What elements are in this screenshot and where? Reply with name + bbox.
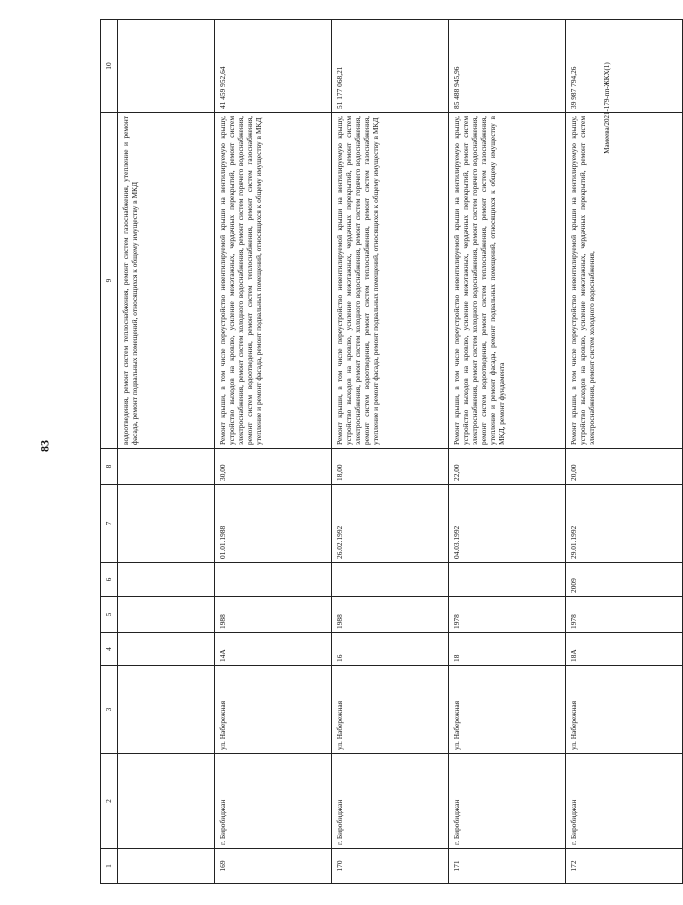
- empty-cell: [118, 485, 215, 563]
- table-row: [332, 20, 449, 884]
- header-cell: 3: [101, 666, 118, 754]
- header-cell: 5: [101, 597, 118, 633]
- empty-cell: [118, 563, 215, 597]
- street-cell: ул. Набережная: [215, 666, 332, 754]
- header-cell: 8: [101, 449, 118, 485]
- street-cell: ул. Набережная: [332, 666, 449, 754]
- works-continuation-cell: водоотведения, ремонт систем теплоснабжения, ремонт систем газоснабжения, утепление и ремонт фасада, ремонт подвальных помещений, относящихся к общему имуществу в МКД: [118, 113, 215, 449]
- wear-cell: 18,00: [332, 449, 449, 485]
- wear-cell: 20,00: [566, 449, 683, 485]
- empty-cell: [118, 849, 215, 884]
- cost-cell: 41 459 952,64: [215, 20, 332, 113]
- street-cell: ул. Набережная: [449, 666, 566, 754]
- cost-cell: 39 987 794,26: [566, 20, 683, 113]
- date-cell: 04.03.1992: [449, 485, 566, 563]
- page-number: 83: [37, 440, 52, 452]
- city-cell: г. Биробиджан: [566, 754, 683, 849]
- empty-cell: [118, 666, 215, 754]
- year-repair-cell: [332, 563, 449, 597]
- row-number-cell: 171: [449, 849, 566, 884]
- continuation-row: [118, 20, 215, 884]
- year-built-cell: 1978: [449, 597, 566, 633]
- table-row: [215, 20, 332, 884]
- document-reference: Мамеева/2021-179-пп-ЖКХ(1): [603, 62, 611, 154]
- works-cell: Ремонт крыши, в том числе переустройство невентилируемой крыши на вентилируемую крышу, устройство выходов на кровлю, усиление межэтажных, чердачных перекрытий, ремонт систем электроснабжения, ремонт систем холодного водоснабжения,: [566, 113, 683, 449]
- house-number-cell: 14А: [215, 633, 332, 666]
- header-cell: 10: [101, 20, 118, 113]
- house-number-cell: 18А: [566, 633, 683, 666]
- header-cell: 7: [101, 485, 118, 563]
- empty-cell: [118, 597, 215, 633]
- row-number-cell: 169: [215, 849, 332, 884]
- works-cell: Ремонт крыши, в том числе переустройство невентилируемой крыши на вентилируемую крышу, устройство выходов на кровлю, усиление межэтажных, чердачных перекрытий, ремонт систем электроснабжения, ремонт систем холодного водоснабжения, ремонт систем горячего водоснабжения, ремонт систем водоотведения, ремонт систем теплоснабжения, ремонт систем газоснабжения, утепление и ремонт фасада, ремонт подвальных помещений, относящихся к общему имуществу в МКД, ремонт фундамента: [449, 113, 566, 449]
- empty-cell: [118, 449, 215, 485]
- street-cell: ул. Набережная: [566, 666, 683, 754]
- header-row: [101, 20, 118, 884]
- city-cell: г. Биробиджан: [449, 754, 566, 849]
- year-repair-cell: 2009: [566, 563, 683, 597]
- empty-cell: [118, 754, 215, 849]
- table-row: [566, 20, 683, 884]
- year-repair-cell: [215, 563, 332, 597]
- year-repair-cell: [449, 563, 566, 597]
- house-number-cell: 18: [449, 633, 566, 666]
- wear-cell: 22,00: [449, 449, 566, 485]
- works-cell: Ремонт крыши, в том числе переустройство невентилируемой крыши на вентилируемую крышу, устройство выходов на кровлю, усиление межэтажных, чердачных перекрытий, ремонт систем электроснабжения, ремонт систем холодного водоснабжения, ремонт систем горячего водоснабжения, ремонт систем водоотведения, ремонт систем теплоснабжения, ремонт систем газоснабжения, утепление и ремонт фасада, ремонт подвальных помещений, относящихся к общему имуществу в МКД: [332, 113, 449, 449]
- works-cell: Ремонт крыши, в том числе переустройство невентилируемой крыши на вентилируемую крышу, устройство выходов на кровлю, усиление межэтажных, чердачных перекрытий, ремонт систем электроснабжения, ремонт систем холодного водоснабжения, ремонт систем горячего водоснабжения, ремонт систем водоотведения, ремонт систем теплоснабжения, ремонт систем газоснабжения, утепление и ремонт фасада, ремонт подвальных помещений, относящихся к общему имуществу в МКД: [215, 113, 332, 449]
- rotated-table-wrapper: [100, 20, 597, 884]
- header-cell: 9: [101, 113, 118, 449]
- header-cell: 4: [101, 633, 118, 666]
- wear-cell: 30,00: [215, 449, 332, 485]
- date-cell: 01.01.1988: [215, 485, 332, 563]
- date-cell: 29.01.1992: [566, 485, 683, 563]
- table-row: [449, 20, 566, 884]
- city-cell: г. Биробиджан: [215, 754, 332, 849]
- cost-cell: 51 177 068,21: [332, 20, 449, 113]
- empty-cell: [118, 633, 215, 666]
- year-built-cell: 1988: [332, 597, 449, 633]
- city-cell: г. Биробиджан: [332, 754, 449, 849]
- row-number-cell: 170: [332, 849, 449, 884]
- header-cell: 6: [101, 563, 118, 597]
- header-cell: 1: [101, 849, 118, 884]
- year-built-cell: 1978: [566, 597, 683, 633]
- house-number-cell: 16: [332, 633, 449, 666]
- cost-cell: 85 488 945,96: [449, 20, 566, 113]
- date-cell: 26.02.1992: [332, 485, 449, 563]
- row-number-cell: 172: [566, 849, 683, 884]
- year-built-cell: 1988: [215, 597, 332, 633]
- header-cell: 2: [101, 754, 118, 849]
- housing-repair-table: [100, 19, 683, 884]
- table-frame: [100, 20, 597, 884]
- empty-cell: [118, 20, 215, 113]
